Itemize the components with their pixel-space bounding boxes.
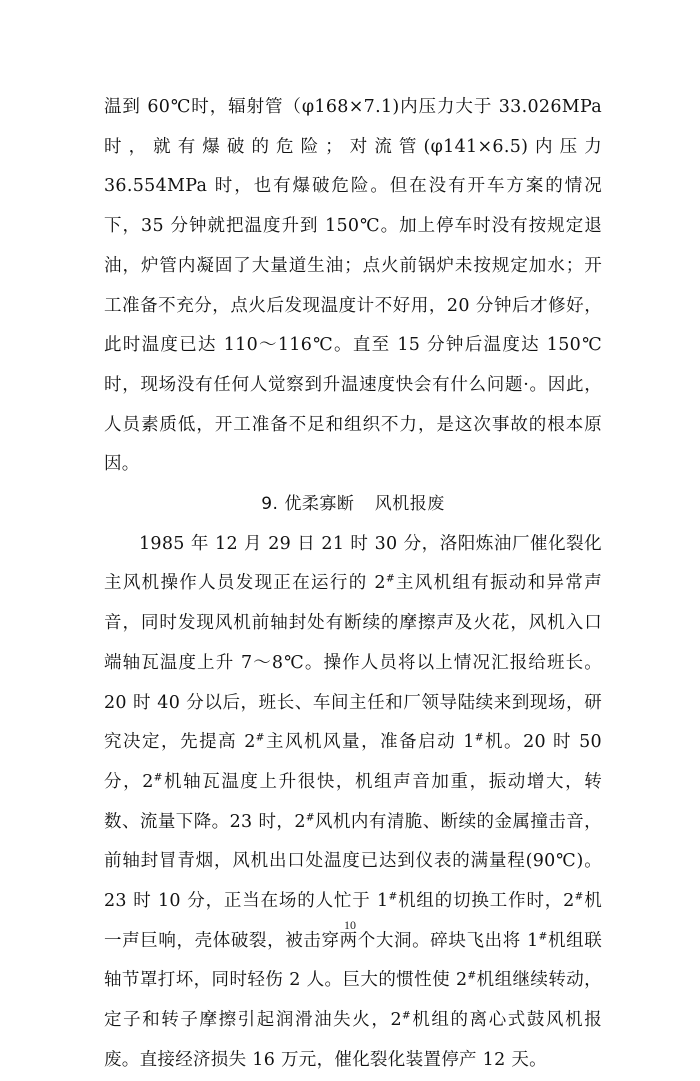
- incident-text-6: 风机内有清脆、断续的金属撞击音，前轴封冒青烟，风机出口处温度已达到仪表的满量程(90℃)。23 时 10 分，正当在场的人忙于 1: [104, 811, 602, 912]
- number-sign: #: [574, 890, 584, 903]
- incident-text-10: 机组继续转动，定子和转子摩擦引起润滑油失火，2: [104, 970, 602, 1031]
- incident-text-2: 主风机组有振动和异常声音，同时发现风机前轴封处有断续的摩擦声及火花，风机入口端轴瓦温度上升 7～8℃。操作人员将以上情况汇报给班长。20 时 40 分以后，班长、车间主任和厂领导陆续来到现场，研究决定，先提高 2: [104, 573, 602, 753]
- number-sign: #: [538, 930, 548, 943]
- incident-text-4: 机。20 时 50 分，2: [104, 732, 602, 792]
- section-heading: [104, 485, 602, 525]
- section-title-part2: 风机报废: [374, 494, 445, 515]
- number-sign: #: [388, 890, 398, 903]
- incident-text-11: 机组的离心式鼓风机报废。直接经济损失 16 万元，催化裂化装置停产 12 天。: [104, 1010, 602, 1070]
- number-sign: #: [153, 771, 163, 784]
- incident-text-1: 1985 年 12 月 29 日 21 时 30 分，洛阳炼油厂催化裂化主风机操作人员发现正在运行的 2: [104, 533, 602, 594]
- incident-text-9: 机组联轴节罩打坏，同时轻伤 2 人。巨大的惯性使 2: [104, 930, 603, 991]
- incident-text-8: 机一声巨响，壳体破裂，被击穿两个大洞。碎块飞出将 1: [104, 891, 602, 951]
- number-sign: #: [467, 970, 477, 983]
- paragraph-incident: [104, 525, 602, 1081]
- number-sign: #: [255, 731, 265, 744]
- incident-text-5: 机轴瓦温度上升很快，机组声音加重，振动增大，转数、流量下降。23 时，2: [104, 771, 602, 832]
- paragraph-continued: 温到 60℃时，辐射管（φ168×7.1)内压力大于 33.026MPa 时，就有爆破的危险；对流管(φ141×6.5)内压力 36.554MPa 时，也有爆破危险。但在没有开车方案的情况下，35 分钟就把温度升到 150℃。加上停车时没有按规定退油，炉管内凝固了大量道生油；点火前锅炉未按规定加水；开工准备不充分，点火后发现温度计不好用，20 分钟后才修好，此时温度已达 110～116℃。直至 15 分钟后温度达 150℃时，现场没有任何人觉察到升温速度快会有什么问题·。因此，人员素质低，开工准备不足和组织不力，是这次事故的根本原因。: [104, 97, 602, 475]
- number-sign: #: [385, 573, 395, 586]
- number-sign: #: [474, 731, 484, 744]
- number-sign: #: [401, 1009, 412, 1022]
- incident-text-3: 主风机风量，准备启动 1: [264, 732, 475, 753]
- section-title-part1: 优柔寡断: [284, 494, 355, 515]
- number-sign: #: [305, 811, 315, 824]
- incident-text-7: 机组的切换工作时，2: [397, 891, 575, 912]
- section-number: 9.: [261, 494, 279, 515]
- page-number: 10: [344, 918, 356, 932]
